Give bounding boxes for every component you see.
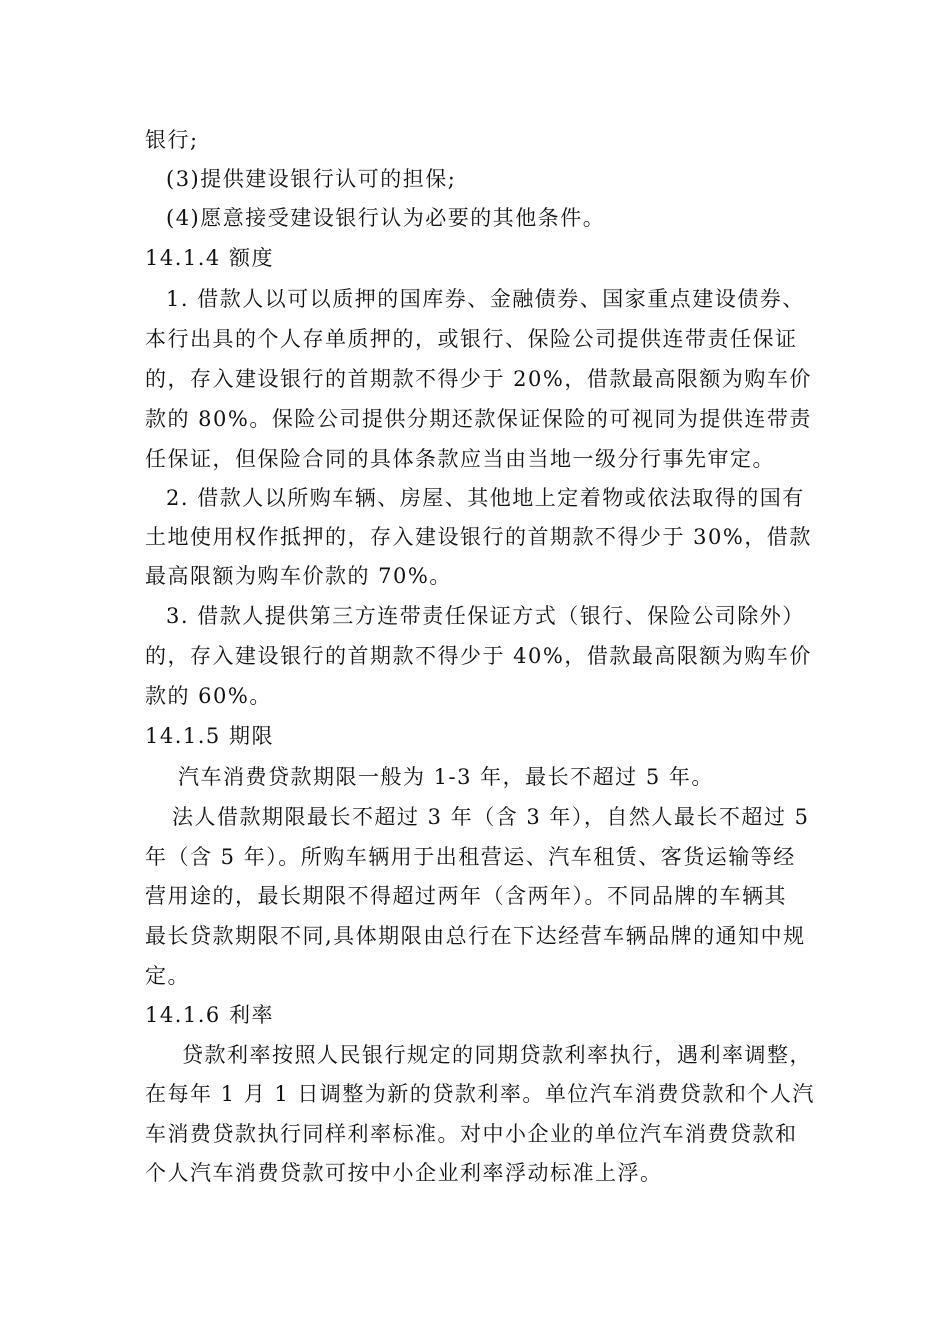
text-line: 最高限额为购车价款的 70%。 xyxy=(145,564,452,588)
text-line: 款的 80%。保险公司提供分期还款保证保险的可视同为提供连带责 xyxy=(145,407,812,431)
text-line: 1. 借款人以可以质押的国库券、金融债券、国家重点建设债券、 xyxy=(166,287,805,311)
text-line: 银行; xyxy=(145,128,199,152)
text-line: 个人汽车消费贷款可按中小企业利率浮动标准上浮。 xyxy=(145,1161,663,1185)
list-item: (3)提供建设银行认可的担保; xyxy=(166,167,457,191)
text-line: 车消费贷款执行同样利率标准。对中小企业的单位汽车消费贷款和 xyxy=(145,1122,798,1146)
text-line: 法人借款期限最长不超过 3 年（含 3 年），自然人最长不超过 5 xyxy=(172,805,810,829)
text-line: 贷款利率按照人民银行规定的同期贷款利率执行，遇利率调整， xyxy=(182,1043,812,1067)
text-line: 定。 xyxy=(145,964,190,988)
text-line: 2. 借款人以所购车辆、房屋、其他地上定着物或依法取得的国有 xyxy=(166,486,805,510)
text-line: 最长贷款期限不同,具体期限由总行在下达经营车辆品牌的通知中规 xyxy=(145,924,806,948)
text-line: 土地使用权作抵押的，存入建设银行的首期款不得少于 30%，借款 xyxy=(145,525,812,549)
text-line: 任保证，但保险合同的具体条款应当由当地一级分行事先审定。 xyxy=(145,447,775,471)
text-line: 的，存入建设银行的首期款不得少于 40%，借款最高限额为购车价 xyxy=(145,644,812,668)
text-line: 营用途的，最长期限不得超过两年（含两年）。不同品牌的车辆其 xyxy=(145,884,787,908)
text-line: 本行出具的个人存单质押的，或银行、保险公司提供连带责任保证 xyxy=(145,327,798,351)
text-line: 在每年 1 月 1 日调整为新的贷款利率。单位汽车消费贷款和个人汽 xyxy=(145,1082,815,1106)
section-heading: 14.1.4 额度 xyxy=(145,246,274,270)
text-line: 年（含 5 年）。所购车辆用于出租营运、汽车租赁、客货运输等经 xyxy=(145,845,796,869)
text-line: 汽车消费贷款期限一般为 1-3 年，最长不超过 5 年。 xyxy=(178,765,714,789)
text-line: 3. 借款人提供第三方连带责任保证方式（银行、保险公司除外） xyxy=(166,604,805,628)
text-line: 款的 60%。 xyxy=(145,684,272,708)
section-heading: 14.1.6 利率 xyxy=(145,1003,274,1027)
list-item: (4)愿意接受建设银行认为必要的其他条件。 xyxy=(166,206,606,230)
section-heading: 14.1.5 期限 xyxy=(145,724,274,748)
text-line: 的，存入建设银行的首期款不得少于 20%，借款最高限额为购车价 xyxy=(145,367,812,391)
